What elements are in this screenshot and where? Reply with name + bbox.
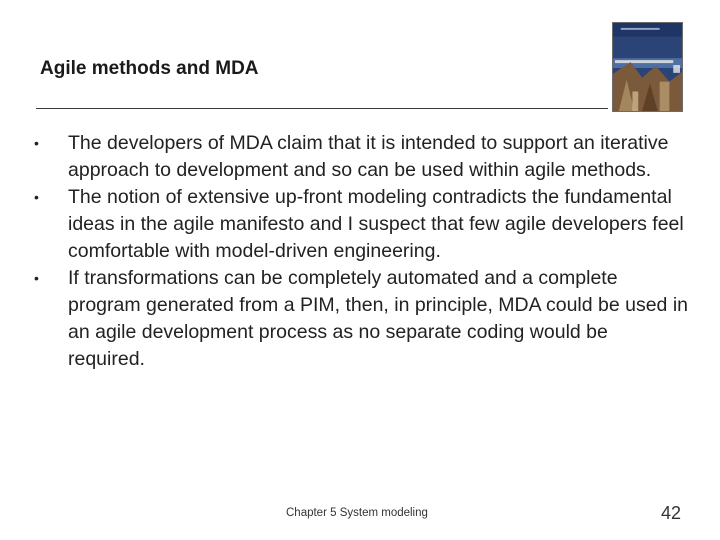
bullet-item <box>30 184 690 265</box>
title-divider <box>36 108 608 109</box>
bullet-marker: • <box>34 189 39 205</box>
bullet-text: If transformations can be completely automated and a complete program generated from a PIM, then, in principle, MDA could be used in an agile development process as no separate coding would be required. <box>68 267 688 370</box>
bullet-text: The developers of MDA claim that it is intended to support an iterative approach to development and so can be used within agile methods. <box>68 132 669 181</box>
bullet-list <box>30 130 690 373</box>
bullet-text: The notion of extensive up-front modeling contradicts the fundamental ideas in the agile manifesto and I suspect that few agile developers feel comfortable with model-driven engineering. <box>68 186 684 262</box>
book-cover-art <box>613 23 682 111</box>
footer-chapter: Chapter 5 System modeling <box>286 507 428 519</box>
bullet-marker: • <box>34 135 39 151</box>
bullet-marker: • <box>34 270 39 286</box>
page-number: 42 <box>661 503 682 523</box>
bullet-item <box>30 265 690 373</box>
slide-title: Agile methods and MDA <box>40 58 259 79</box>
bullet-item <box>30 130 690 184</box>
book-cover-image <box>612 22 683 112</box>
